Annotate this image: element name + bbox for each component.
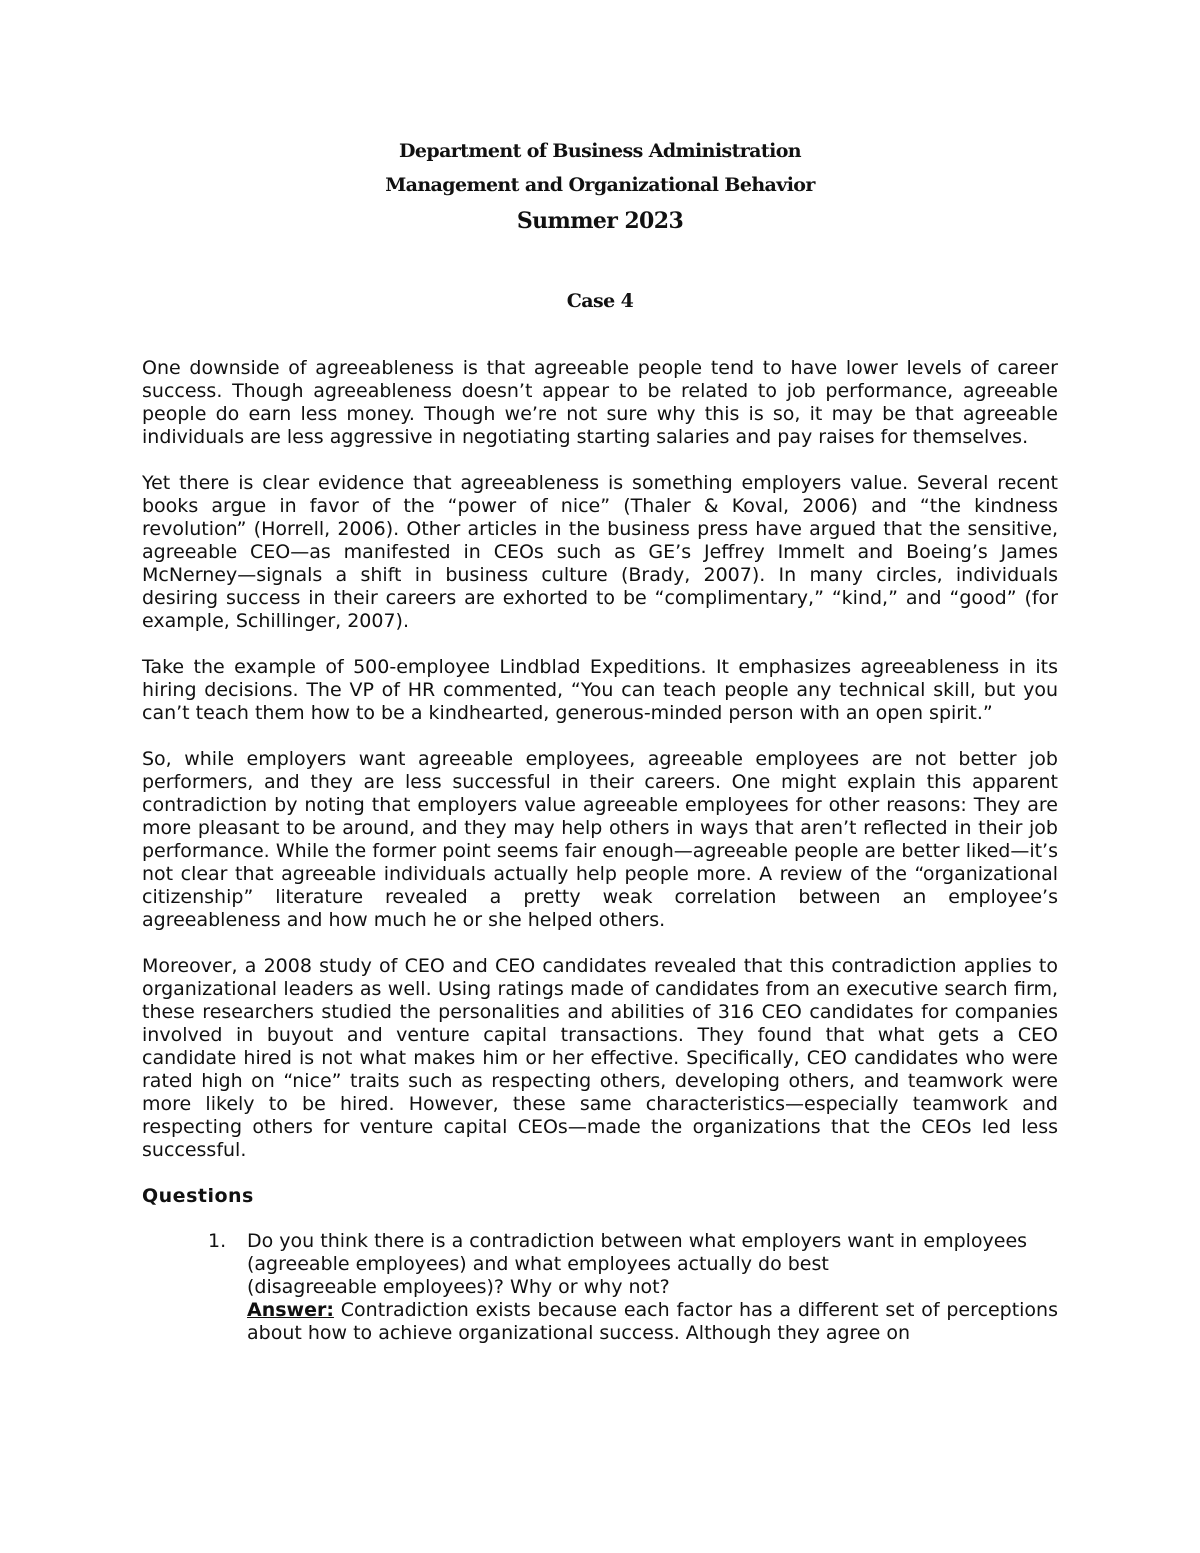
paragraph-4: So, while employers want agreeable employees, agreeable employees are not better job performers, and they are less successful in their careers. One might explain this apparent contradiction by noting that employers value agreeable employees for other reasons: They are more pleasant to be around, and they may help others in ways that aren’t reflected in their job performance. While the former point seems fair enough—agreeable people are better liked—it’s not clear that agreeable individuals actually help people more. A review of the “organizational citizenship” literature revealed a pretty weak correlation between an employee’s agreeableness and how much he or she helped others. [142, 748, 1058, 931]
question-item [142, 1230, 1058, 1345]
paragraph-3: Take the example of 500-employee Lindblad Expeditions. It emphasizes agreeableness in its hiring decisions. The VP of HR commented, “You can teach people any technical skill, but you can’t teach them how to be a kindhearted, generous-minded person with an open spirit.” [142, 656, 1058, 724]
questions-heading: Questions [142, 1185, 254, 1207]
case-body [142, 357, 1058, 1345]
question-line-2: (agreeable employees) and what employees actually do best [247, 1253, 829, 1275]
paragraph-1: One downside of agreeableness is that agreeable people tend to have lower levels of career success. Though agreeableness doesn’t appear to be related to job performance, agreeable people do earn less money. Though we’re not sure why this is so, it may be that agreeable individuals are less aggressive in negotiating starting salaries and pay raises for themselves. [142, 357, 1058, 448]
answer-text: Contradiction exists because each factor has a different set of perceptions about how to achieve organizational success. Although they agree on [247, 1299, 1058, 1344]
answer-paragraph [247, 1299, 1058, 1345]
questions-list [142, 1230, 1058, 1345]
term-title: Summer 2023 [516, 208, 684, 234]
question-line-1: Do you think there is a contradiction between what employers want in employees [247, 1230, 1028, 1252]
question-line-3: (disagreeable employees)? Why or why not? [247, 1276, 670, 1298]
department-title: Department of Business Administration [399, 140, 801, 162]
case-title: Case 4 [566, 290, 634, 312]
question-number: 1. [208, 1230, 227, 1252]
paragraph-5: Moreover, a 2008 study of CEO and CEO candidates revealed that this contradiction applies to organizational leaders as well. Using ratings made of candidates from an executive search firm, these researchers studied the personalities and abilities of 316 CEO candidates for companies involved in buyout and venture capital transactions. They found that what gets a CEO candidate hired is not what makes him or her effective. Specifically, CEO candidates who were rated high on “nice” traits such as respecting others, developing others, and teamwork were more likely to be hired. However, these same characteristics—especially teamwork and respecting others for venture capital CEOs—made the organizations that the CEOs led less successful. [142, 955, 1058, 1161]
answer-label: Answer: [247, 1299, 334, 1321]
paragraph-2: Yet there is clear evidence that agreeableness is something employers value. Several recent books argue in favor of the “power of nice” (Thaler & Koval, 2006) and “the kindness revolution” (Horrell, 2006). Other articles in the business press have argued that the sensitive, agreeable CEO—as manifested in CEOs such as GE’s Jeffrey Immelt and Boeing’s James McNerney—signals a shift in business culture (Brady, 2007). In many circles, individuals desiring success in their careers are exhorted to be “complimentary,” “kind,” and “good” (for example, Schillinger, 2007). [142, 472, 1058, 632]
course-title: Management and Organizational Behavior [385, 174, 815, 196]
